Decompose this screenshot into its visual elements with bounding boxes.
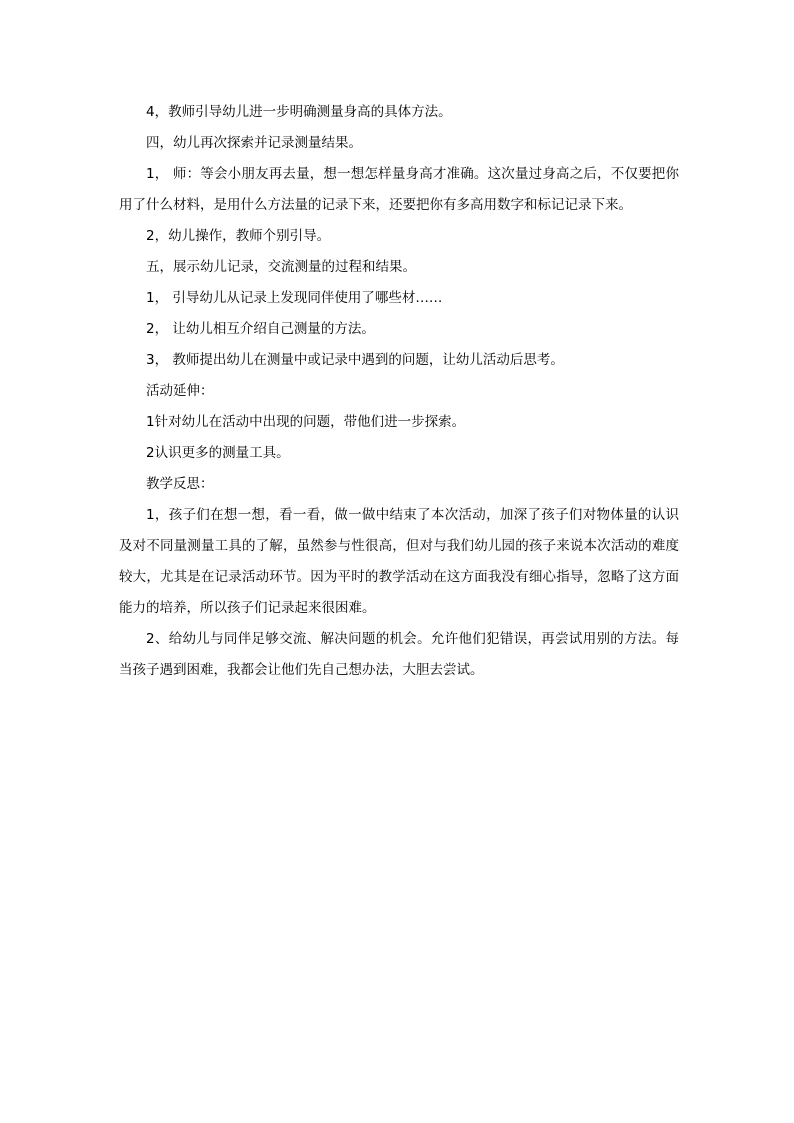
paragraph-section-4-item-2: 2，幼儿操作，教师个别引导。 — [146, 228, 331, 244]
paragraph-section-4-item-1: 1， 师：等会小朋友再去量，想一想怎样量身高才准确。这次量过身高之后，不仅要把你用了什么材料，是用什么方法量的记录下来，还要把你有多高用数字和标记记录下来。 — [119, 166, 679, 213]
paragraph-section-4-heading: 四，幼儿再次探索并记录测量结果。 — [146, 135, 362, 151]
paragraph-section-5-item-1: 1， 引导幼儿从记录上发现同伴使用了哪些材…… — [146, 290, 443, 306]
paragraph-extension-item-1: 1针对幼儿在活动中出现的问题，带他们进一步探索。 — [146, 414, 466, 430]
paragraph-section-5-heading: 五，展示幼儿记录，交流测量的过程和结果。 — [146, 259, 416, 275]
paragraph-reflection-heading: 教学反思： — [146, 476, 214, 492]
paragraph-step-4: 4，教师引导幼儿进一步明确测量身高的具体方法。 — [146, 104, 452, 120]
paragraph-reflection-item-2: 2、给幼儿与同伴足够交流、解决问题的机会。允许他们犯错误，再尝试用别的方法。每当孩子遇到困难，我都会让他们先自己想办法，大胆去尝试。 — [119, 631, 679, 678]
paragraph-section-5-item-3: 3， 教师提出幼儿在测量中或记录中遇到的问题，让幼儿活动后思考。 — [146, 352, 564, 368]
paragraph-section-5-item-2: 2， 让幼儿相互介绍自己测量的方法。 — [146, 321, 375, 337]
paragraph-extension-heading: 活动延伸： — [146, 383, 214, 399]
paragraph-extension-item-2: 2认识更多的测量工具。 — [146, 445, 290, 461]
paragraph-reflection-item-1: 1，孩子们在想一想，看一看，做一做中结束了本次活动，加深了孩子们对物体量的认识及对不同量测量工具的了解，虽然参与性很高，但对与我们幼儿园的孩子来说本次活动的难度较大，尤其是在记录活动环节。因为平时的教学活动在这方面我没有细心指导，忽略了这方面能力的培养，所以孩子们记录起来很困难。 — [119, 507, 679, 616]
document-body — [119, 97, 679, 686]
